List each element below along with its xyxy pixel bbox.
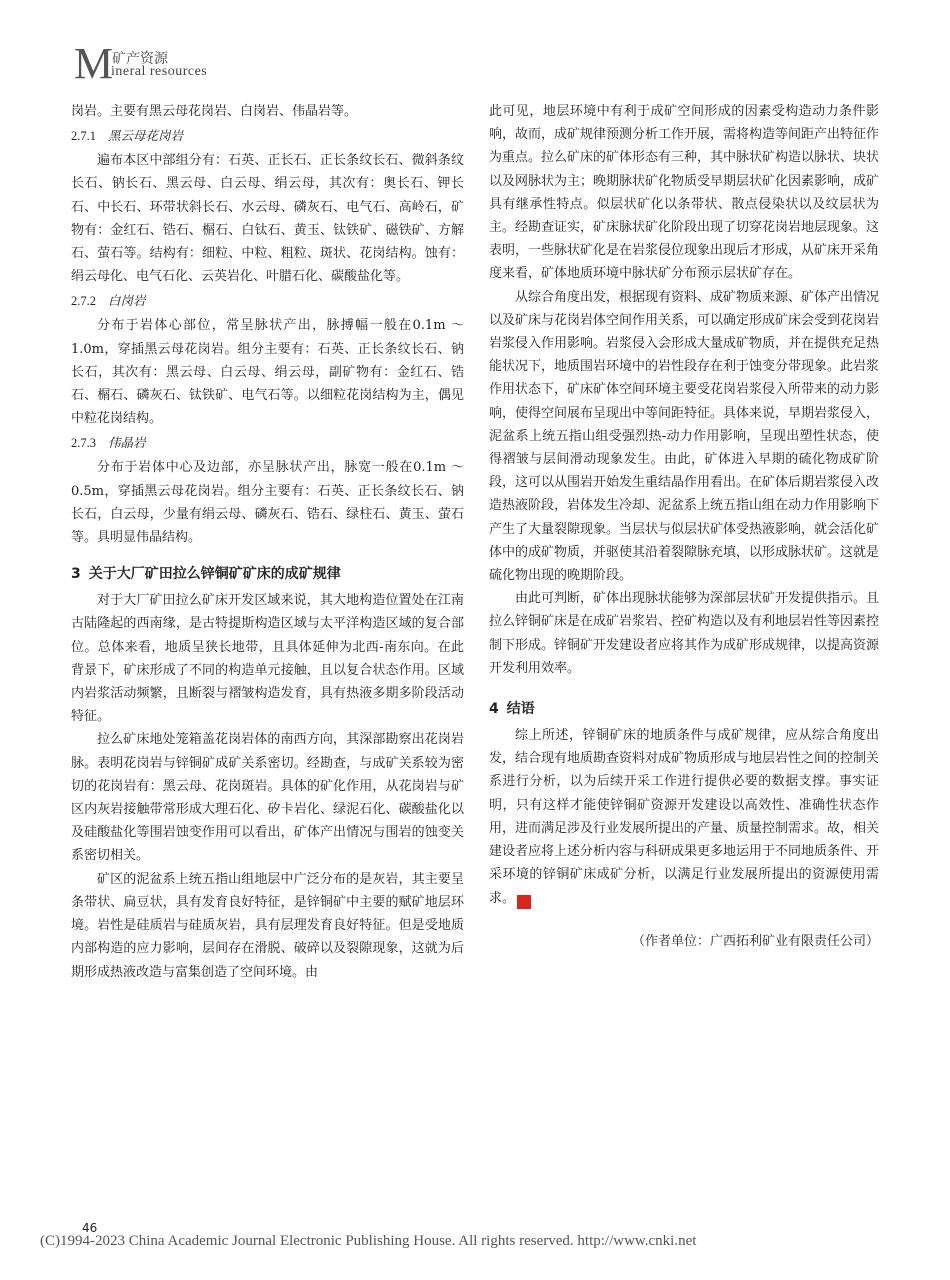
section-title: 关于大厂矿田拉么锌铜矿矿床的成矿规律 xyxy=(88,566,341,583)
section-title: 黑云母花岗岩 xyxy=(108,128,184,144)
paragraph: 对于大厂矿田拉么矿床开发区域来说，其大地构造位置处在江南古陆隆起的西南缘，是古特提斯构造区域与太平洋构造区域的复合部位。总体来看，地质呈狭长地带，且具体延伸为北西-南东向。在此背景下，矿床形成了不同的构造单元接触，且以复合状态作用。区域内岩浆活动频繁，且断裂与褶皱构造发育，具有热液多期多阶段活动特征。 xyxy=(71,593,464,725)
author-affiliation: （作者单位：广西拓利矿业有限责任公司） xyxy=(631,933,879,949)
subsection-heading-2-7-2 xyxy=(71,292,464,310)
paragraph: 分布于岩体心部位，常呈脉状产出，脉搏幅一般在0.1m ～ 1.0m，穿插黑云母花岗岩。组分主要有：石英、正长条纹长石、钠长石，其次有：黑云母、白云母、绢云母，副矿物有：金红石、锆石、榍石、磷灰石、钛铁矿、电气石等。以细粒花岗结构为主，偶见中粒花岗结构。 xyxy=(71,318,464,427)
paragraph: 分布于岩体中心及边部，亦呈脉状产出，脉宽一般在0.1m ～ 0.5m，穿插黑云母花岗岩。组分主要有：石英、正长条纹长石、钠长石，白云母，少量有绢云母、磷灰石、锆石、绿柱石、黄玉、萤石等。具明显伟晶结构。 xyxy=(71,460,464,546)
paragraph: 拉么矿床地处笼箱盖花岗岩体的南西方向，其深部勘察出花岗岩脉。表明花岗岩与锌铜矿成矿关系密切。经勘查，与成矿关系较为密切的花岗岩有：黑云母、花岗斑岩。具体的矿化作用，从花岗岩与矿区内灰岩接触带常形成大理石化、矽卡岩化、绿泥石化、碳酸盐化以及硅酸盐化等围岩蚀变作用可以看出，矿体产出情况与围岩的蚀变关系密切相关。 xyxy=(71,732,464,864)
copyright-line: (C)1994-2023 China Academic Journal Electronic Publishing House. All rights reserved. http://www.cnki.net xyxy=(40,1233,697,1249)
paragraph: 此可见，地层环境中有利于成矿空间形成的因素受构造动力条件影响，故而，成矿规律预测分析工作开展，需将构造等间距产出特征作为重点。拉么矿床的矿体形态有三种，其中脉状矿构造以脉状、块状以及网脉状为主；晚期脉状矿化物质受早期层状矿化因素影响，成矿具有继承性特点。似层状矿化以条带状、散点侵染状以及纹层状为主。经勘查证实，矿床脉状矿化阶段出现了切穿花岗岩地层现象。这表明，一些脉状矿化是在岩浆侵位现象出现后才形成，从矿床开采角度来看，矿体地质环境中脉状矿分布预示层状矿存在。 xyxy=(489,104,880,282)
paragraph: 岗岩。主要有黑云母花岗岩、白岗岩、伟晶岩等。 xyxy=(71,104,358,119)
paragraph: 由此可判断，矿体出现脉状能够为深部层状矿开发提供指示。且拉么锌铜矿床是在成矿岩浆岩、控矿构造以及有利地层岩性等因素控制下形成。锌铜矿开发建设者应将其作为成矿形成规律，以提高资源开发利用效率。 xyxy=(489,591,880,676)
paragraph: 矿区的泥盆系上统五指山组地层中广泛分布的是灰岩，其主要呈条带状、扁豆状，具有发育良好特征，是锌铜矿中主要的赋矿地层环境。岩性是硅质岩与硅质灰岩，具有层理发育良好特征。但是受地质内部构造的应力影响，层间存在滑脱、破碎以及裂隙现象，这就为后期形成热液改造与富集创造了空间环境。由 xyxy=(71,871,464,980)
right-column xyxy=(489,100,879,953)
page-number: 46 xyxy=(82,1221,98,1235)
subsection-heading-2-7-3 xyxy=(71,434,464,452)
section-number: 2.7.1 xyxy=(71,129,96,144)
section-title: 白岗岩 xyxy=(108,293,146,309)
end-of-article-mark: 通 xyxy=(517,895,531,909)
paragraph: 从综合角度出发，根据现有资料、成矿物质来源、矿体产出情况以及矿床与花岗岩体空间作用关系，可以确定形成矿床会受到花岗岩岩浆侵入作用影响。岩浆侵入会形成大量成矿物质，并在提供充足热能状况下，地质围岩环境中的岩性段存在利于蚀变分带现象。此岩浆作用状态下，矿床矿体空间环境主要受花岗岩浆侵入所带来的动力影响，使得空间展布呈现出中等间距特征。具体来说，早期岩浆侵入，泥盆系上统五指山组受强烈热-动力作用影响，呈现出塑性状态，使得褶皱与层间滑动现象发生。由此，矿体进入早期的硫化物成矿阶段，这可以从围岩开始发生重结晶作用看出。在矿体后期岩浆侵入改造热液阶段，岩体发生冷却、泥盆系上统五指山组在动力作用影响下产生了大量裂隙现象。当层状与似层状矿体受热液影响，就会活化矿体中的成矿物质，并驱使其沿着裂隙脉充填，以形成脉状矿。这就是硫化物出现的晚期阶段。 xyxy=(489,289,880,584)
section-number: 4 xyxy=(489,701,499,718)
paragraph-text: 综上所述，锌铜矿床的地质条件与成矿规律，应从综合角度出发，结合现有地质勘查资料对成矿物质形成与地层岩性之间的控制关系进行分析，以为后续开采工作进行提供必要的数据支撑。事实证明，只有这样才能使锌铜矿资源开发建设以高效性、准确性状态作用，进而满足涉及行业发展所提出的产量、质量控制需求。故，相关建设者应将上述分析内容与科研成果更多地运用于不同地质条件、开采环境的锌铜矿床成矿分析，以满足行业发展所提出的资源使用需求。 xyxy=(489,728,880,906)
left-column xyxy=(71,100,464,984)
paragraph: 遍布本区中部组分有：石英、正长石、正长条纹长石、微斜条纹长石、钠长石、黑云母、白云母、绢云母，其次有：奥长石、钾长石、中长石、环带状斜长石、水云母、磷灰石、电气石、高岭石，矿物有：金红石、锆石、榍石、白钛石、黄玉、钛铁矿、磁铁矿、方解石、萤石等。结构有：细粒、中粒、粗粒、斑状、花岗结构。蚀有：绢云母化、电气石化、云英岩化、叶腊石化、碳酸盐化等。 xyxy=(71,153,464,285)
section-number: 2.7.2 xyxy=(71,294,96,309)
subsection-heading-2-7-1 xyxy=(71,127,464,145)
paragraph xyxy=(489,724,879,910)
section-number: 3 xyxy=(71,566,81,583)
journal-logo-letter: M xyxy=(74,39,114,88)
section-heading-3 xyxy=(71,563,464,585)
section-heading-4 xyxy=(489,698,879,720)
section-number: 2.7.3 xyxy=(71,436,96,451)
journal-title-en: ineral resources xyxy=(111,64,208,79)
section-title: 结语 xyxy=(506,701,535,718)
section-title: 伟晶岩 xyxy=(108,435,146,451)
journal-title-cn: 矿产资源 xyxy=(112,51,168,67)
